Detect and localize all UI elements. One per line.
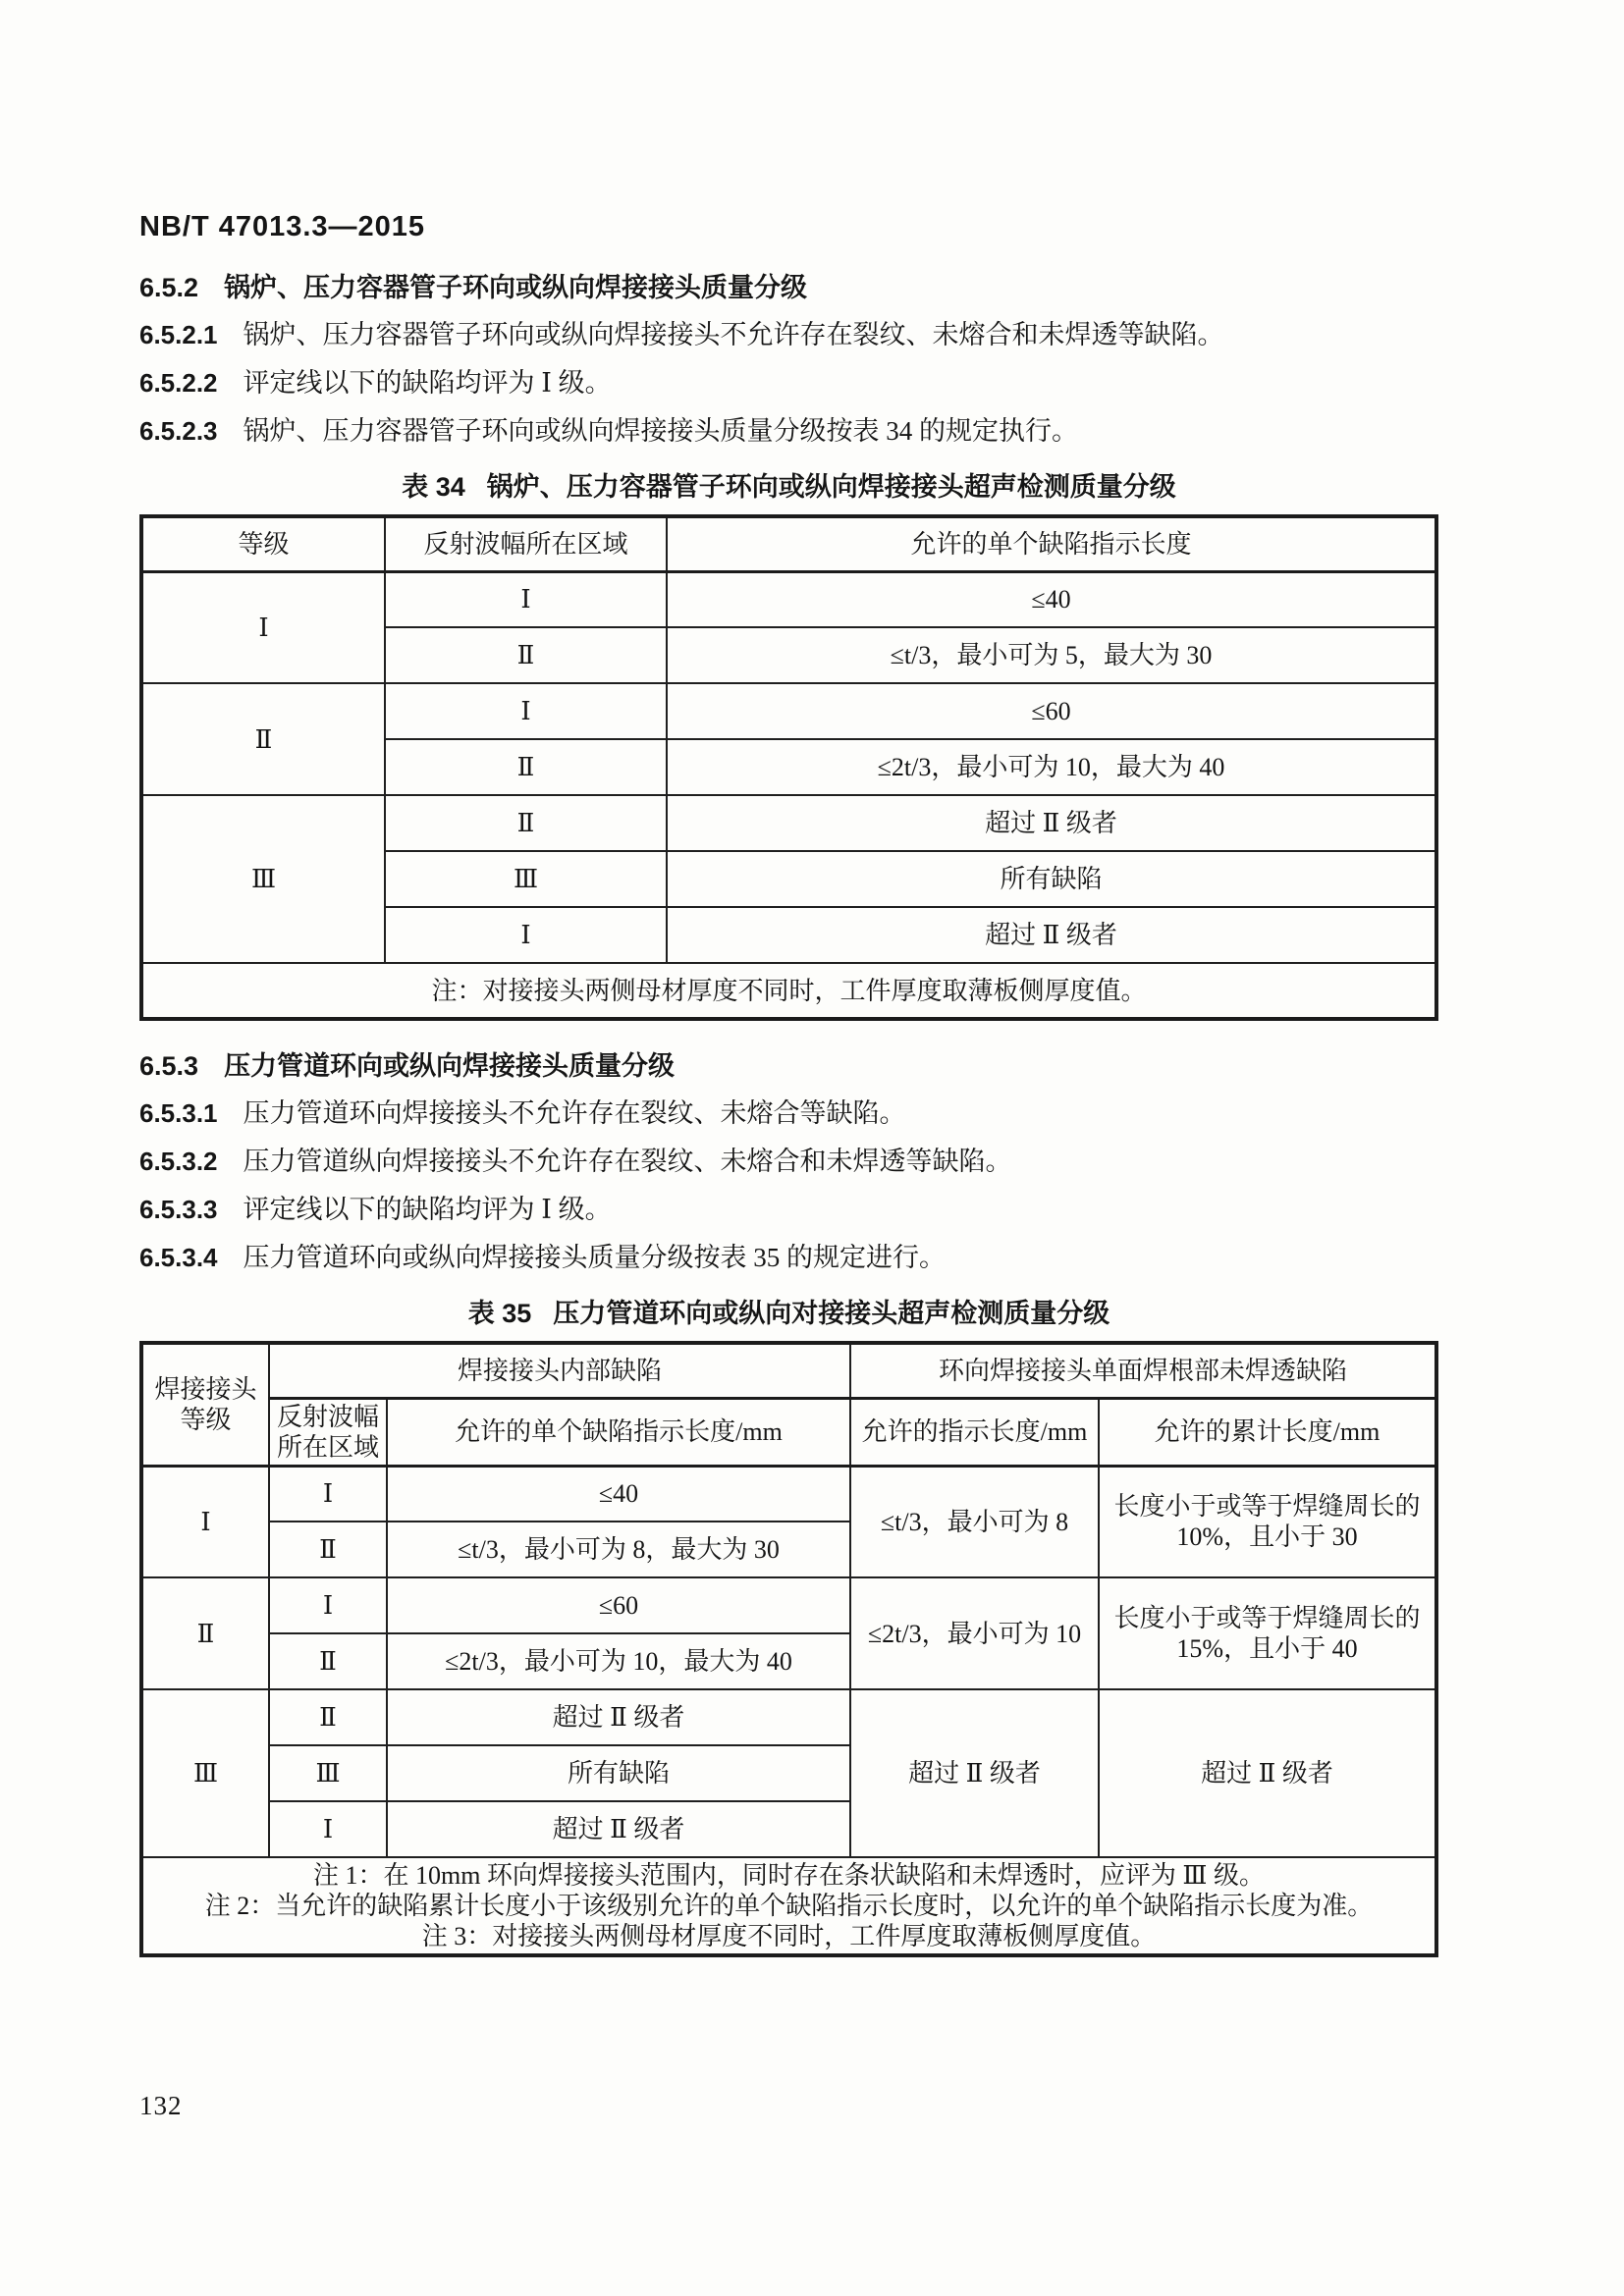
- section-heading-652: [139, 272, 1438, 303]
- section-number: 6.5.3: [139, 1051, 199, 1081]
- t34-zone-cell: Ⅱ: [385, 795, 667, 851]
- t35-indication-cell: 超过 Ⅱ 级者: [850, 1689, 1099, 1857]
- table35-sub-header-row: [141, 1398, 1436, 1466]
- t35-indication-cell: ≤t/3，最小可为 8: [850, 1466, 1099, 1577]
- clause-text: 压力管道环向焊接接头不允许存在裂纹、未熔合等缺陷。: [243, 1098, 906, 1128]
- t35-header-single-length: 允许的单个缺陷指示长度/mm: [387, 1398, 850, 1466]
- t34-value-cell: ≤t/3，最小可为 5，最大为 30: [667, 627, 1436, 683]
- table35-caption: [139, 1298, 1438, 1329]
- t35-value-cell: ≤40: [387, 1466, 850, 1522]
- table35-notes-row: [141, 1857, 1436, 1955]
- table35-caption-label: 表 35: [467, 1299, 532, 1328]
- clause-text: 压力管道环向或纵向焊接接头质量分级按表 35 的规定进行。: [243, 1243, 947, 1272]
- t34-zone-cell: Ⅱ: [385, 627, 667, 683]
- table-row: [141, 571, 1436, 627]
- table34-caption-text: 锅炉、压力容器管子环向或纵向焊接接头超声检测质量分级: [486, 472, 1176, 502]
- table35-group-header-row: [141, 1343, 1436, 1398]
- t35-value-cell: 超过 Ⅱ 级者: [387, 1689, 850, 1745]
- t34-zone-cell: Ⅱ: [385, 739, 667, 795]
- doc-number: NB/T 47013.3—2015: [139, 211, 426, 242]
- t35-note-3: 注 3：对接接头两侧母材厚度不同时，工件厚度取薄板侧厚度值。: [421, 1922, 1157, 1950]
- t35-zone-cell: Ⅱ: [269, 1689, 387, 1745]
- t35-value-cell: 所有缺陷: [387, 1745, 850, 1801]
- clause-text: 评定线以下的缺陷均评为 Ⅰ 级。: [243, 368, 612, 398]
- t35-value-cell: ≤t/3，最小可为 8，最大为 30: [387, 1522, 850, 1577]
- section-number: 6.5.2: [139, 273, 199, 302]
- t35-notes-cell: [141, 1857, 1436, 1955]
- clause-number: 6.5.3.4: [139, 1243, 218, 1272]
- t35-header-internal-group: 焊接接头内部缺陷: [269, 1343, 850, 1398]
- t34-header-grade: 等级: [141, 516, 385, 571]
- t35-cumulative-cell: 长度小于或等于焊缝周长的 15%，且小于 40: [1099, 1577, 1436, 1689]
- clause-number: 6.5.3.1: [139, 1098, 218, 1128]
- t34-grade-cell: Ⅲ: [141, 795, 385, 963]
- t34-header-length: 允许的单个缺陷指示长度: [667, 516, 1436, 571]
- clause-number: 6.5.2.2: [139, 368, 218, 398]
- t35-grade-cell: Ⅰ: [141, 1466, 269, 1577]
- clause-number: 6.5.2.1: [139, 320, 218, 349]
- t35-header-zone: 反射波幅所在区域: [269, 1398, 387, 1466]
- clause-number: 6.5.3.3: [139, 1195, 218, 1224]
- table-row: [141, 795, 1436, 851]
- t34-zone-cell: Ⅰ: [385, 907, 667, 963]
- clause-6531: [139, 1097, 1438, 1130]
- t34-grade-cell: Ⅰ: [141, 571, 385, 683]
- t35-value-cell: 超过 Ⅱ 级者: [387, 1801, 850, 1857]
- t34-grade-cell: Ⅱ: [141, 683, 385, 795]
- t35-grade-cell: Ⅱ: [141, 1577, 269, 1689]
- clause-number: 6.5.3.2: [139, 1147, 218, 1176]
- table34-note-row: [141, 963, 1436, 1019]
- t35-cumulative-cell: 超过 Ⅱ 级者: [1099, 1689, 1436, 1857]
- clause-6533: [139, 1194, 1438, 1226]
- table-34: [139, 514, 1438, 1021]
- section-heading-653: [139, 1050, 1438, 1082]
- clause-6532: [139, 1146, 1438, 1178]
- t35-indication-cell: ≤2t/3，最小可为 10: [850, 1577, 1099, 1689]
- table34-header-row: [141, 516, 1436, 571]
- table34-caption: [139, 471, 1438, 503]
- t34-value-cell: 超过 Ⅱ 级者: [667, 795, 1436, 851]
- t35-zone-cell: Ⅲ: [269, 1745, 387, 1801]
- table-row: [141, 1577, 1436, 1633]
- table-row: [141, 683, 1436, 739]
- t35-note-1: 注 1：在 10mm 环向焊接接头范围内，同时存在条状缺陷和未焊透时，应评为 Ⅲ 级。: [312, 1861, 1266, 1890]
- table-row: [141, 1689, 1436, 1745]
- t35-header-cumulative-length: 允许的累计长度/mm: [1099, 1398, 1436, 1466]
- table-row: [141, 1466, 1436, 1522]
- section-title: 锅炉、压力容器管子环向或纵向焊接接头质量分级: [224, 273, 808, 302]
- t35-cumulative-cell: 长度小于或等于焊缝周长的 10%，且小于 30: [1099, 1466, 1436, 1577]
- t34-note-cell: 注：对接接头两侧母材厚度不同时，工件厚度取薄板侧厚度值。: [141, 963, 1436, 1019]
- t35-header-root-group: 环向焊接接头单面焊根部未焊透缺陷: [850, 1343, 1436, 1398]
- t34-zone-cell: Ⅰ: [385, 683, 667, 739]
- t35-zone-cell: Ⅱ: [269, 1522, 387, 1577]
- clause-number: 6.5.2.3: [139, 416, 218, 446]
- clause-6523: [139, 415, 1438, 448]
- t35-zone-cell: Ⅰ: [269, 1466, 387, 1522]
- t34-value-cell: 所有缺陷: [667, 851, 1436, 907]
- t34-zone-cell: Ⅰ: [385, 571, 667, 627]
- clause-6534: [139, 1242, 1438, 1274]
- t35-zone-cell: Ⅰ: [269, 1801, 387, 1857]
- t34-value-cell: 超过 Ⅱ 级者: [667, 907, 1436, 963]
- t34-value-cell: ≤40: [667, 571, 1436, 627]
- section-title: 压力管道环向或纵向焊接接头质量分级: [224, 1051, 676, 1081]
- table-35: [139, 1341, 1438, 1957]
- t35-grade-cell: Ⅲ: [141, 1689, 269, 1857]
- t35-zone-cell: Ⅱ: [269, 1633, 387, 1689]
- t35-note-2: 注 2：当允许的缺陷累计长度小于该级别允许的单个缺陷指示长度时，以允许的单个缺陷指示长度为准。: [204, 1892, 1374, 1920]
- t34-zone-cell: Ⅲ: [385, 851, 667, 907]
- clause-text: 锅炉、压力容器管子环向或纵向焊接接头质量分级按表 34 的规定执行。: [243, 416, 1079, 446]
- page-number: 132: [139, 2091, 183, 2120]
- clause-6522: [139, 367, 1438, 400]
- table34-caption-label: 表 34: [402, 472, 465, 502]
- t35-header-grade: 焊接接头等级: [141, 1343, 269, 1466]
- t34-value-cell: ≤2t/3，最小可为 10，最大为 40: [667, 739, 1436, 795]
- t35-header-indication-length: 允许的指示长度/mm: [850, 1398, 1099, 1466]
- t35-value-cell: ≤2t/3，最小可为 10，最大为 40: [387, 1633, 850, 1689]
- clause-text: 压力管道纵向焊接接头不允许存在裂纹、未熔合和未焊透等缺陷。: [243, 1147, 1012, 1176]
- clause-text: 评定线以下的缺陷均评为 Ⅰ 级。: [243, 1195, 612, 1224]
- t34-value-cell: ≤60: [667, 683, 1436, 739]
- t35-zone-cell: Ⅰ: [269, 1577, 387, 1633]
- t34-header-zone: 反射波幅所在区域: [385, 516, 667, 571]
- table35-caption-text: 压力管道环向或纵向对接接头超声检测质量分级: [553, 1299, 1110, 1328]
- clause-6521: [139, 319, 1438, 351]
- clause-text: 锅炉、压力容器管子环向或纵向焊接接头不允许存在裂纹、未熔合和未焊透等缺陷。: [243, 320, 1224, 349]
- t35-value-cell: ≤60: [387, 1577, 850, 1633]
